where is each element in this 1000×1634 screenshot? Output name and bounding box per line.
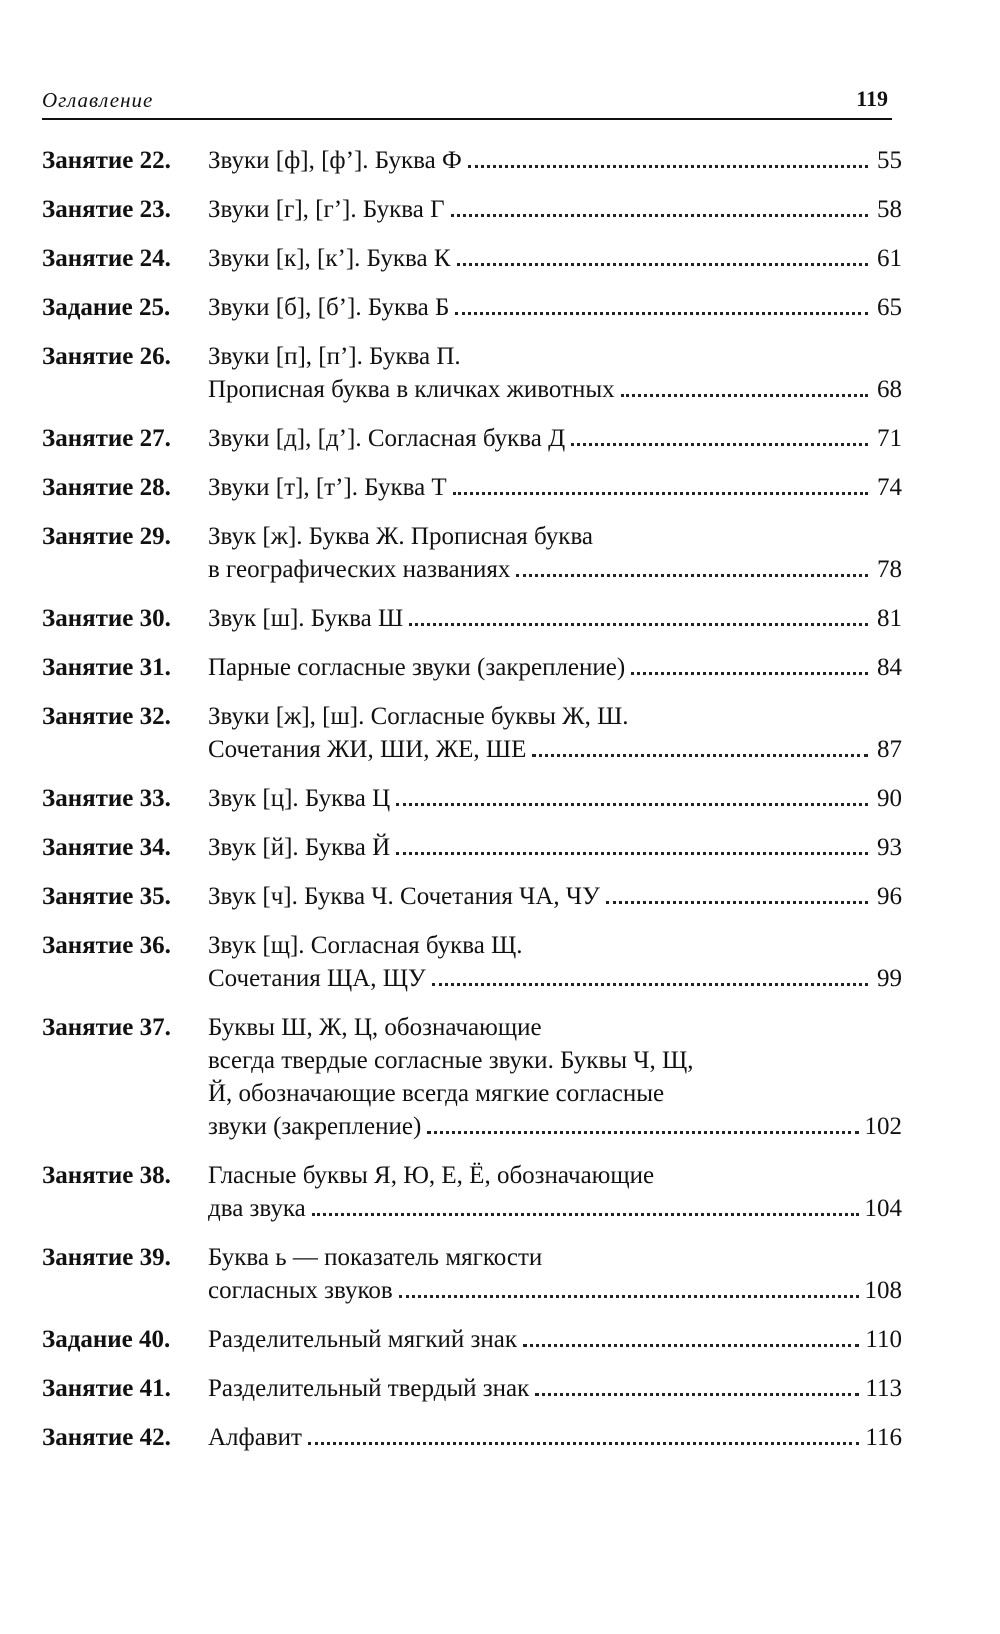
dot-leader	[457, 242, 868, 275]
title-line	[208, 962, 902, 995]
lesson-label: Занятие 39.	[42, 1244, 171, 1271]
title-text: в географических названиях	[208, 556, 511, 583]
entry-page-number: 110	[865, 1326, 902, 1353]
title-text: Гласные буквы Я, Ю, Е, Ё, обозначающие	[208, 1162, 655, 1189]
title-line	[208, 1077, 902, 1110]
entry-title	[208, 1372, 902, 1405]
entry-page-number: 58	[877, 196, 902, 223]
lesson-label: Занятие 28.	[42, 474, 171, 501]
title-line	[208, 373, 902, 406]
toc-entry	[42, 700, 902, 766]
entry-title	[208, 340, 902, 406]
lesson-label: Занятие 38.	[42, 1162, 171, 1189]
toc-entry	[42, 1372, 902, 1405]
title-line	[208, 1323, 902, 1356]
toc-entry	[42, 144, 902, 177]
page-number: 119	[856, 86, 888, 111]
title-text: Й, обозначающие всегда мягкие согласные	[208, 1080, 665, 1107]
entry-title	[208, 651, 902, 684]
lesson-label: Занятие 29.	[42, 523, 171, 550]
dot-leader	[532, 733, 868, 766]
running-title: Оглавление	[42, 88, 154, 112]
lesson-label: Занятие 23.	[42, 196, 171, 223]
entry-title	[208, 1323, 902, 1356]
entry-page-number: 81	[877, 605, 902, 632]
entry-page-number: 87	[877, 736, 902, 763]
toc-entry	[42, 193, 902, 226]
dot-leader	[621, 373, 868, 406]
title-text: Звук [ц]. Буква Ц	[208, 785, 391, 812]
entry-page-number: 96	[877, 883, 902, 910]
entry-title	[208, 602, 902, 635]
lesson-label: Занятие 32.	[42, 703, 171, 730]
title-text: Звук [ж]. Буква Ж. Прописная буква	[208, 523, 594, 550]
dot-leader	[453, 471, 868, 504]
toc-entry	[42, 782, 902, 815]
entry-page-number: 78	[877, 556, 902, 583]
lesson-label: Занятие 35.	[42, 883, 171, 910]
entry-page-number: 68	[877, 376, 902, 403]
title-text: Звуки [д], [д’]. Согласная буква Д	[208, 425, 566, 452]
title-text: Звук [щ]. Согласная буква Щ.	[208, 932, 523, 959]
title-text: Звуки [б], [б’]. Буква Б	[208, 294, 450, 321]
entry-title	[208, 471, 902, 504]
title-line	[208, 929, 902, 962]
dot-leader	[312, 1192, 859, 1225]
title-text: Сочетания ЖИ, ШИ, ЖЕ, ШЕ	[208, 736, 527, 763]
title-line	[208, 1372, 902, 1405]
dot-leader	[571, 422, 868, 455]
entry-title	[208, 929, 902, 995]
entry-page-number: 84	[877, 654, 902, 681]
lesson-label: Занятие 37.	[42, 1014, 171, 1041]
entry-title	[208, 880, 902, 913]
toc-entry	[42, 929, 902, 995]
title-text: Звуки [п], [п’]. Буква П.	[208, 343, 461, 370]
lesson-label: Занятие 26.	[42, 343, 171, 370]
dot-leader	[308, 1421, 859, 1454]
lesson-label: Занятие 24.	[42, 245, 171, 272]
title-text: Алфавит	[208, 1424, 302, 1451]
title-line	[208, 1274, 902, 1307]
lesson-label: Занятие 30.	[42, 605, 171, 632]
entry-title	[208, 242, 902, 275]
lesson-label: Занятие 36.	[42, 932, 171, 959]
dot-leader	[455, 291, 868, 324]
title-text: Звуки [г], [г’]. Буква Г	[208, 196, 445, 223]
entry-title	[208, 193, 902, 226]
lesson-label: Задание 25.	[42, 294, 171, 321]
entry-page-number: 90	[877, 785, 902, 812]
entry-page-number: 113	[865, 1375, 902, 1402]
lesson-label: Занятие 31.	[42, 654, 171, 681]
title-text: Звук [й]. Буква Й	[208, 834, 391, 861]
toc-entry	[42, 1011, 902, 1143]
entry-title	[208, 1159, 902, 1225]
lesson-label: Занятие 34.	[42, 834, 171, 861]
entry-page-number: 65	[877, 294, 902, 321]
entry-page-number: 74	[877, 474, 902, 501]
dot-leader	[631, 651, 868, 684]
lesson-label: Занятие 33.	[42, 785, 171, 812]
dot-leader	[606, 880, 868, 913]
entry-title	[208, 291, 902, 324]
title-text: Звук [ш]. Буква Ш	[208, 605, 404, 632]
entry-title	[208, 1241, 902, 1307]
toc-entry	[42, 880, 902, 913]
entry-title	[208, 782, 902, 815]
title-line	[208, 1192, 902, 1225]
title-text: Прописная буква в кличках животных	[208, 376, 615, 403]
toc-entry	[42, 651, 902, 684]
title-line	[208, 291, 902, 324]
title-text: Звук [ч]. Буква Ч. Сочетания ЧА, ЧУ	[208, 883, 600, 910]
entry-title	[208, 520, 902, 586]
toc-entry	[42, 1159, 902, 1225]
title-line	[208, 1011, 902, 1044]
entry-title	[208, 831, 902, 864]
title-line	[208, 422, 902, 455]
toc-entry	[42, 471, 902, 504]
title-line	[208, 782, 902, 815]
title-text: Буквы Ш, Ж, Ц, обозначающие	[208, 1014, 542, 1041]
title-line	[208, 880, 902, 913]
running-header	[42, 86, 892, 120]
toc-entry	[42, 1421, 902, 1454]
toc-entry	[42, 340, 902, 406]
title-line	[208, 831, 902, 864]
entry-title	[208, 144, 902, 177]
toc-entry	[42, 1323, 902, 1356]
dot-leader	[427, 1110, 858, 1143]
title-line	[208, 700, 902, 733]
title-text: Буква ь — показатель мягкости	[208, 1244, 543, 1271]
title-line	[208, 1110, 902, 1143]
title-line	[208, 520, 902, 553]
title-line	[208, 340, 902, 373]
entry-page-number: 102	[864, 1113, 902, 1140]
title-text: Звуки [т], [т’]. Буква Т	[208, 474, 447, 501]
lesson-label: Занятие 27.	[42, 425, 171, 452]
dot-leader	[523, 1323, 859, 1356]
dot-leader	[451, 193, 868, 226]
lesson-label: Задание 40.	[42, 1326, 171, 1353]
dot-leader	[468, 144, 868, 177]
title-text: согласных звуков	[208, 1277, 393, 1304]
title-line	[208, 1241, 902, 1274]
title-line	[208, 602, 902, 635]
entry-title	[208, 1011, 902, 1143]
title-line	[208, 144, 902, 177]
entry-title	[208, 422, 902, 455]
title-text: звуки (закрепление)	[208, 1113, 422, 1140]
title-line	[208, 242, 902, 275]
entry-page-number: 108	[864, 1277, 902, 1304]
dot-leader	[516, 553, 868, 586]
entry-page-number: 93	[877, 834, 902, 861]
title-line	[208, 1044, 902, 1077]
table-of-contents	[42, 144, 902, 1470]
title-text: всегда твердые согласные звуки. Буквы Ч, Щ,	[208, 1047, 694, 1074]
title-line	[208, 651, 902, 684]
toc-entry	[42, 1241, 902, 1307]
entry-title	[208, 1421, 902, 1454]
dot-leader	[409, 602, 868, 635]
lesson-label: Занятие 22.	[42, 147, 171, 174]
title-line	[208, 193, 902, 226]
entry-page-number: 116	[865, 1424, 902, 1451]
toc-entry	[42, 422, 902, 455]
toc-entry	[42, 520, 902, 586]
dot-leader	[396, 831, 868, 864]
toc-entry	[42, 602, 902, 635]
lesson-label: Занятие 41.	[42, 1375, 171, 1402]
title-text: Парные согласные звуки (закрепление)	[208, 654, 626, 681]
title-text: Звуки [к], [к’]. Буква К	[208, 245, 451, 272]
dot-leader	[399, 1274, 859, 1307]
toc-entry	[42, 831, 902, 864]
title-line	[208, 553, 902, 586]
entry-page-number: 104	[864, 1195, 902, 1222]
title-line	[208, 1159, 902, 1192]
title-line	[208, 471, 902, 504]
title-text: Звуки [ф], [ф’]. Буква Ф	[208, 147, 462, 174]
title-line	[208, 1421, 902, 1454]
toc-entry	[42, 242, 902, 275]
entry-page-number: 55	[877, 147, 902, 174]
lesson-label: Занятие 42.	[42, 1424, 171, 1451]
title-text: два звука	[208, 1195, 306, 1222]
title-text: Звуки [ж], [ш]. Согласные буквы Ж, Ш.	[208, 703, 629, 730]
title-line	[208, 733, 902, 766]
dot-leader	[535, 1372, 859, 1405]
dot-leader	[432, 962, 868, 995]
entry-title	[208, 700, 902, 766]
entry-page-number: 99	[877, 965, 902, 992]
title-text: Разделительный мягкий знак	[208, 1326, 518, 1353]
title-text: Сочетания ЩА, ЩУ	[208, 965, 426, 992]
toc-entry	[42, 291, 902, 324]
dot-leader	[396, 782, 868, 815]
entry-page-number: 71	[877, 425, 902, 452]
title-text: Разделительный твердый знак	[208, 1375, 530, 1402]
entry-page-number: 61	[877, 245, 902, 272]
